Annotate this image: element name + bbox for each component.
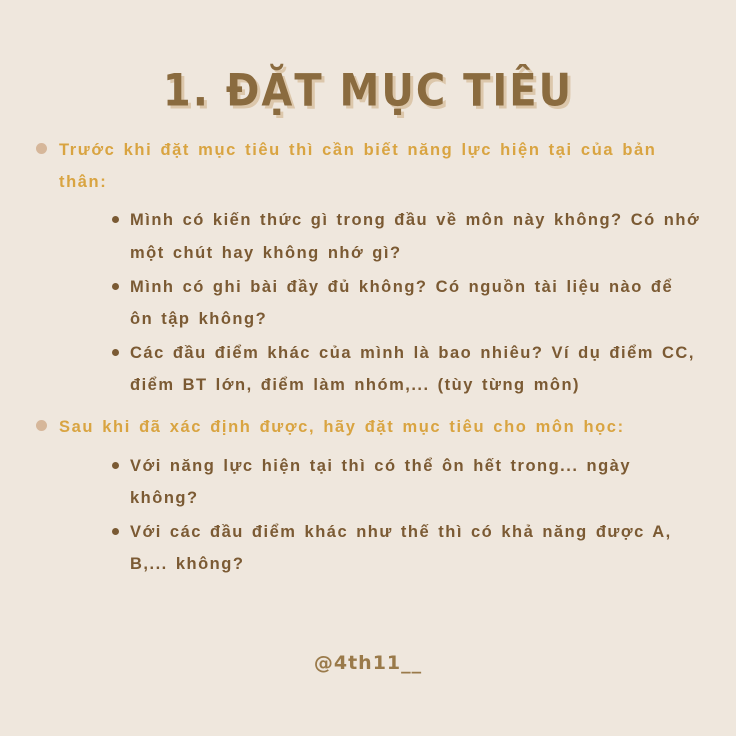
list-item <box>112 337 702 401</box>
list-item-text: Các đầu điểm khác của mình là bao nhiêu? Ví dụ điểm CC, điểm BT lớn, điểm làm nhóm,... (tùy từng môn) <box>130 344 695 395</box>
bullet-dot-small-icon <box>112 283 119 290</box>
bullet-dot-icon <box>36 143 47 154</box>
section-heading-text: Sau khi đã xác định được, hãy đặt mục tiêu cho môn học: <box>59 418 625 437</box>
bullet-dot-small-icon <box>112 349 119 356</box>
section-item-list <box>36 204 702 401</box>
section-item-list <box>36 450 702 581</box>
list-item <box>112 516 702 580</box>
section-heading <box>36 411 702 443</box>
bullet-dot-small-icon <box>112 528 119 535</box>
list-item <box>112 450 702 514</box>
list-item-text: Mình có kiến thức gì trong đầu về môn này không? Có nhớ một chút hay không nhớ gì? <box>130 211 701 262</box>
bullet-dot-icon <box>36 420 47 431</box>
bullet-dot-small-icon <box>112 216 119 223</box>
list-item-text: Mình có ghi bài đầy đủ không? Có nguồn tài liệu nào để ôn tập không? <box>130 277 674 328</box>
bullet-dot-small-icon <box>112 462 119 469</box>
list-item-text: Với năng lực hiện tại thì có thể ôn hết trong... ngày không? <box>130 456 632 507</box>
page-title: 1. ĐẶT MỤC TIÊU <box>162 64 574 117</box>
list-item-text: Với các đầu điểm khác như thế thì có khả năng được A, B,... không? <box>130 522 672 574</box>
list-item <box>112 271 702 335</box>
list-item <box>112 204 702 268</box>
section-heading <box>36 134 702 198</box>
content-body <box>0 108 736 580</box>
section-heading-text: Trước khi đặt mục tiêu thì cần biết năng lực hiện tại của bản thân: <box>59 141 657 192</box>
author-handle: @4th11__ <box>313 652 423 674</box>
